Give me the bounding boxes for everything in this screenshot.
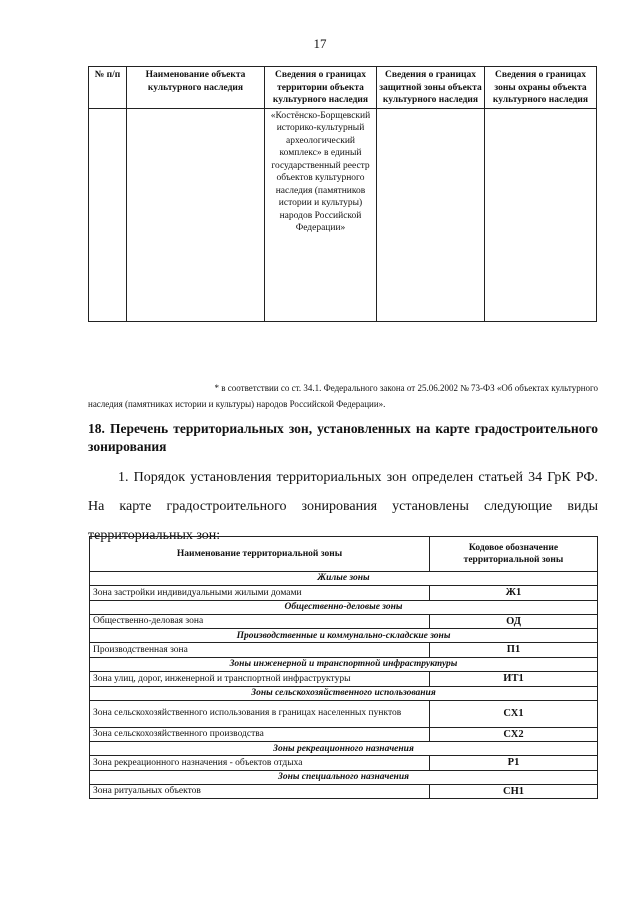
- zone-group-title: Зоны инженерной и транспортной инфраструктуры: [90, 657, 598, 671]
- cell-territory: «Костёнско-Борщевский историко-культурный археологический комплекс» в единый государственный реестр объектов культурного наследия (памятников истории и культуры) народов Российской Федерации»: [265, 108, 377, 321]
- section-heading: 18. Перечень территориальных зон, установленных на карте градостроительного зонирования: [88, 421, 598, 454]
- zone-group-title: Зоны рекреационного назначения: [90, 742, 598, 756]
- zone-code: ИТ1: [430, 671, 598, 686]
- zone-group-title: Зоны сельскохозяйственного использования: [90, 686, 598, 700]
- zone-code: П1: [430, 643, 598, 658]
- cell-object-name: [127, 108, 265, 321]
- zone-name: Зона застройки индивидуальными жилыми домами: [90, 586, 430, 601]
- zone-code: СХ1: [430, 700, 598, 727]
- zone-row: [90, 586, 598, 601]
- zone-group-row: [90, 686, 598, 700]
- zone-group-row: [90, 657, 598, 671]
- zone-name: Зона улиц, дорог, инженерной и транспортной инфраструктуры: [90, 671, 430, 686]
- heritage-table-row: [89, 108, 597, 321]
- zone-code: Р1: [430, 756, 598, 771]
- zone-name: Производственная зона: [90, 643, 430, 658]
- header-number: № п/п: [89, 67, 127, 109]
- header-object-name: Наименование объекта культурного наследия: [127, 67, 265, 109]
- zone-row: [90, 756, 598, 771]
- header-territory: Сведения о границах территории объекта культурного наследия: [265, 67, 377, 109]
- zone-code: ОД: [430, 614, 598, 629]
- page-number: 17: [313, 36, 327, 51]
- zones-table-header-row: [90, 537, 598, 572]
- zone-group-row: [90, 629, 598, 643]
- footnote-line-2: наследия (памятниках истории и культуры) народов Российской Федерации».: [88, 398, 386, 409]
- zone-row: [90, 784, 598, 799]
- territorial-zones-table: [89, 536, 598, 799]
- zone-name: Зона сельскохозяйственного производства: [90, 727, 430, 742]
- zone-name: Зона сельскохозяйственного использования в границах населенных пунктов: [90, 700, 430, 727]
- header-protection-zone: Сведения о границах зоны охраны объекта культурного наследия: [485, 67, 597, 109]
- header-protective-zone: Сведения о границах защитной зоны объекта культурного наследия: [377, 67, 485, 109]
- zone-group-title: Производственные и коммунально-складские зоны: [90, 629, 598, 643]
- zone-row: [90, 643, 598, 658]
- zone-row: [90, 727, 598, 742]
- heritage-objects-table: [88, 66, 597, 322]
- cell-protective-zone: [377, 108, 485, 321]
- cell-protection-zone: [485, 108, 597, 321]
- zone-group-title: Зоны специального назначения: [90, 770, 598, 784]
- header-zone-name: Наименование территориальной зоны: [90, 537, 430, 572]
- zone-group-title: Общественно-деловые зоны: [90, 600, 598, 614]
- footnote-line-1: * в соответствии со ст. 34.1. Федерального закона от 25.06.2002 № 73-ФЗ «Об объектах культурного: [214, 383, 598, 393]
- zone-group-row: [90, 742, 598, 756]
- zone-group-row: [90, 770, 598, 784]
- zone-group-row: [90, 572, 598, 586]
- intro-paragraph-text: 1. Порядок установления территориальных зон определен статьей 34 ГрК РФ. На карте градостроительного зонирования установлены следующие виды территориальных зон:: [88, 470, 598, 543]
- cell-number: [89, 108, 127, 321]
- heritage-table-header-row: [89, 67, 597, 109]
- footnote: [88, 381, 598, 413]
- zone-code: СН1: [430, 784, 598, 799]
- zone-name: Зона рекреационного назначения - объектов отдыха: [90, 756, 430, 771]
- zone-row: [90, 671, 598, 686]
- zone-code: СХ2: [430, 727, 598, 742]
- zone-name: Общественно-деловая зона: [90, 614, 430, 629]
- zone-name: Зона ритуальных объектов: [90, 784, 430, 799]
- zone-code: Ж1: [430, 586, 598, 601]
- zone-row: [90, 614, 598, 629]
- header-zone-code: Кодовое обозначение территориальной зоны: [430, 537, 598, 572]
- zone-row: [90, 700, 598, 727]
- zone-group-row: [90, 600, 598, 614]
- zone-group-title: Жилые зоны: [90, 572, 598, 586]
